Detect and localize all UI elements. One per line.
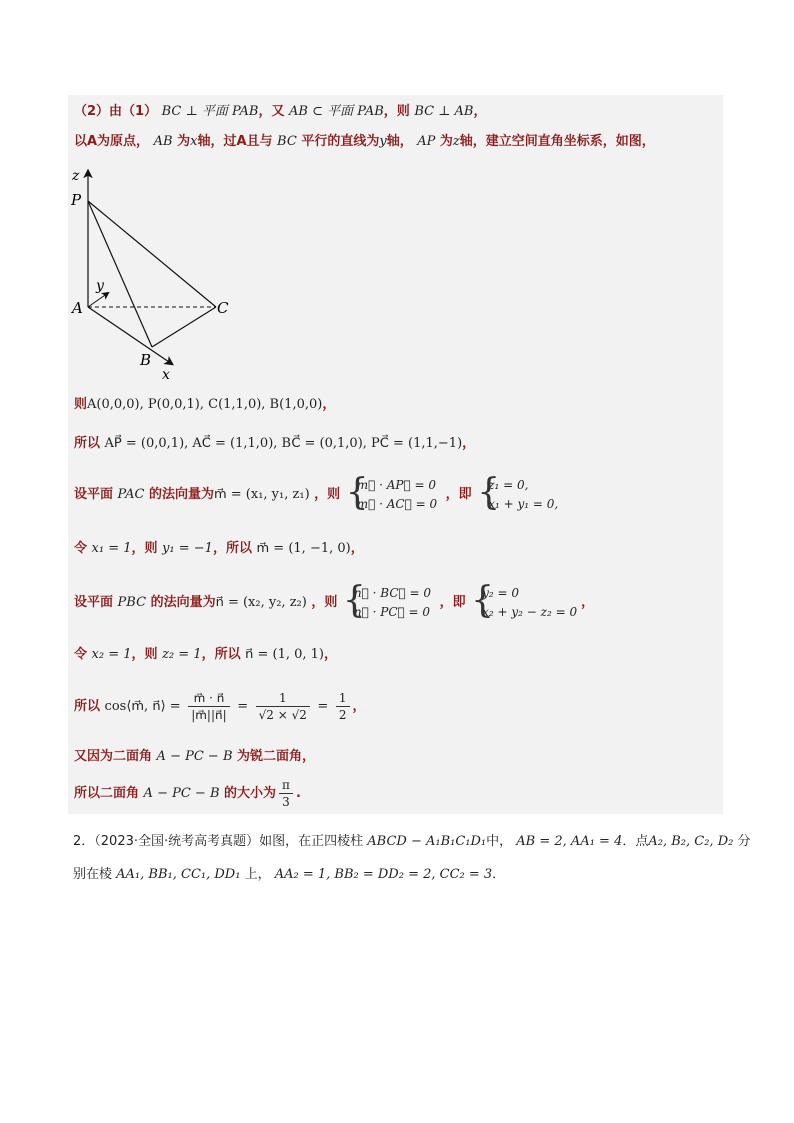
question-line-2 [73, 863, 733, 882]
math: A₂, B₂, C₂, D₂ [648, 834, 734, 849]
text: 的法向量为 [150, 595, 216, 610]
text: 为 [177, 134, 191, 149]
math: z [452, 134, 460, 149]
math: ABCD − A₁B₁C₁D₁ [367, 834, 487, 849]
text: 轴，建立空间直角坐标系，如图， [459, 134, 655, 149]
tetrahedron-figure [68, 165, 238, 385]
solution-line-3 [74, 396, 335, 414]
text: ． [492, 867, 506, 882]
solution-line-5 [74, 475, 562, 515]
math: AB [153, 134, 173, 149]
text: ， [322, 397, 336, 412]
text: ，则 [131, 647, 158, 662]
text: . [295, 786, 301, 801]
math: A − PC − B [143, 786, 220, 801]
math: n⃗ = (x₂, y₂, z₂) [215, 595, 307, 610]
math: x₂ = 1 [91, 647, 132, 662]
math: AB ⊂ 平面 PAB [289, 104, 384, 119]
numerator: 1 [336, 690, 350, 707]
label-x: x [162, 367, 170, 383]
equation-row: { y₂ = 0 [482, 585, 520, 600]
math: BC ⊥ AB [414, 104, 474, 119]
equation-row: { n⃗ · BC⃗ = 0 [353, 585, 432, 600]
text: （2）由（1） [74, 104, 158, 119]
denominator: √2 × √2 [258, 708, 307, 722]
solution-line-1 [74, 103, 487, 121]
math: BC [277, 134, 297, 149]
text: 则 [74, 397, 88, 412]
text: 上， [244, 867, 271, 882]
numerator: π [279, 777, 293, 794]
text: 以A为原点， [74, 134, 150, 149]
equation-row: m⃗ · AC⃗ = 0 [356, 496, 438, 511]
text: ，则 [311, 595, 338, 610]
edge-PB [88, 201, 152, 347]
equals: = [237, 699, 249, 714]
fraction [279, 777, 293, 810]
fraction [256, 690, 310, 723]
label-P: P [71, 191, 82, 209]
solution-line-4 [74, 435, 475, 453]
math: AA₁, BB₁, CC₁, DD₁ [116, 867, 241, 882]
equation-system [480, 476, 558, 514]
math: A(0,0,0), P(0,0,1), C(1,1,0), B(1,0,0) [87, 397, 323, 412]
text: 为 [439, 134, 453, 149]
text: ，所以 [212, 541, 252, 556]
text: ．点 [622, 834, 649, 849]
solution-line-11 [74, 775, 301, 813]
fraction [336, 690, 350, 723]
text: ， [352, 699, 366, 714]
text: ， [324, 647, 338, 662]
fraction [188, 690, 229, 723]
text: 令 [74, 541, 88, 556]
equation-row: n⃗ · PC⃗ = 0 [353, 604, 431, 619]
numerator: 1 [256, 690, 310, 707]
solution-line-2 [74, 133, 655, 151]
text: ，则 [131, 541, 158, 556]
equation-system [474, 584, 577, 622]
math: AP⃗ = (0,0,1), AC⃗ = (1,1,0), BC⃗ = (0,1,0), PC⃗ = (1,1,−1) [104, 436, 463, 451]
math: BC ⊥ 平面 PAB [161, 104, 259, 119]
edge-PC [88, 201, 216, 307]
label-A: A [72, 299, 83, 317]
text: 所以二面角 [74, 786, 140, 801]
text: ， [581, 595, 595, 610]
math: y₁ = −1 [162, 541, 213, 556]
question-line-1 [73, 830, 751, 849]
text: 的大小为 [224, 786, 277, 801]
math: PAC [117, 487, 145, 502]
text: ， [350, 541, 364, 556]
label-z: z [72, 168, 80, 184]
math: AA₂ = 1, BB₂ = DD₂ = 2, CC₂ = 3 [274, 867, 493, 882]
math: n⃗ = (1, 0, 1) [245, 647, 325, 662]
text: 为锐二面角， [237, 749, 316, 764]
text: ，则 [383, 104, 410, 119]
denominator: 3 [282, 795, 290, 809]
solution-line-7 [74, 583, 594, 623]
edge-BC [152, 307, 216, 347]
numerator: m⃗ · n⃗ [188, 690, 229, 707]
math: z₂ = 1 [162, 647, 202, 662]
text: 平行的直线为 [301, 134, 380, 149]
denominator: |m⃗||n⃗| [191, 708, 227, 722]
text: 中， [486, 834, 513, 849]
y-axis [88, 293, 108, 307]
x-axis-AB [88, 307, 172, 364]
equation-row: { z₁ = 0, [488, 477, 529, 492]
text: 设平面 [74, 487, 114, 502]
text: 2．（2023·全国·统考高考真题）如图，在正四棱柱 [73, 834, 364, 849]
label-y: y [96, 278, 104, 294]
text: 轴， [386, 134, 413, 149]
text: ，则 [314, 487, 341, 502]
text: ， [473, 104, 487, 119]
text: ，所以 [201, 647, 241, 662]
text: 轴，过A且与 [197, 134, 273, 149]
math: x₁ = 1 [91, 541, 132, 556]
equation-row: { m⃗ · AP⃗ = 0 [356, 477, 437, 492]
solution-line-8 [74, 646, 337, 664]
math: m⃗ = (x₁, y₁, z₁) [213, 487, 310, 502]
text: ，即 [439, 595, 466, 610]
text: ，又 [258, 104, 285, 119]
text: 设平面 [74, 595, 114, 610]
math: PBC [117, 595, 147, 610]
text: 所以 [74, 436, 101, 451]
solution-line-6 [74, 540, 364, 558]
text: 又因为二面角 [74, 749, 153, 764]
solution-line-10 [74, 748, 315, 766]
equation-system [349, 476, 437, 514]
math: m⃗ = (1, −1, 0) [256, 541, 351, 556]
text: 分 [737, 834, 751, 849]
math: A − PC − B [156, 749, 233, 764]
math: cos⟨m⃗, n⃗⟩ = [104, 699, 181, 714]
text: 的法向量为 [148, 487, 214, 502]
text: 所以 [74, 699, 101, 714]
label-B: B [140, 351, 152, 369]
equation-row: x₂ + y₂ − z₂ = 0 [482, 604, 578, 619]
math: x [190, 134, 198, 149]
solution-line-9 [74, 685, 366, 729]
math: AB = 2, AA₁ = 4 [516, 834, 623, 849]
text: ， [462, 436, 476, 451]
equation-system [346, 584, 431, 622]
label-C: C [217, 299, 229, 317]
equation-row: x₁ + y₁ = 0, [488, 496, 559, 511]
text: ，即 [445, 487, 472, 502]
equals: = [317, 699, 329, 714]
denominator: 2 [338, 708, 347, 722]
math: y [379, 134, 387, 149]
math: AP [417, 134, 436, 149]
text: 令 [74, 647, 88, 662]
text: 别在棱 [73, 867, 113, 882]
